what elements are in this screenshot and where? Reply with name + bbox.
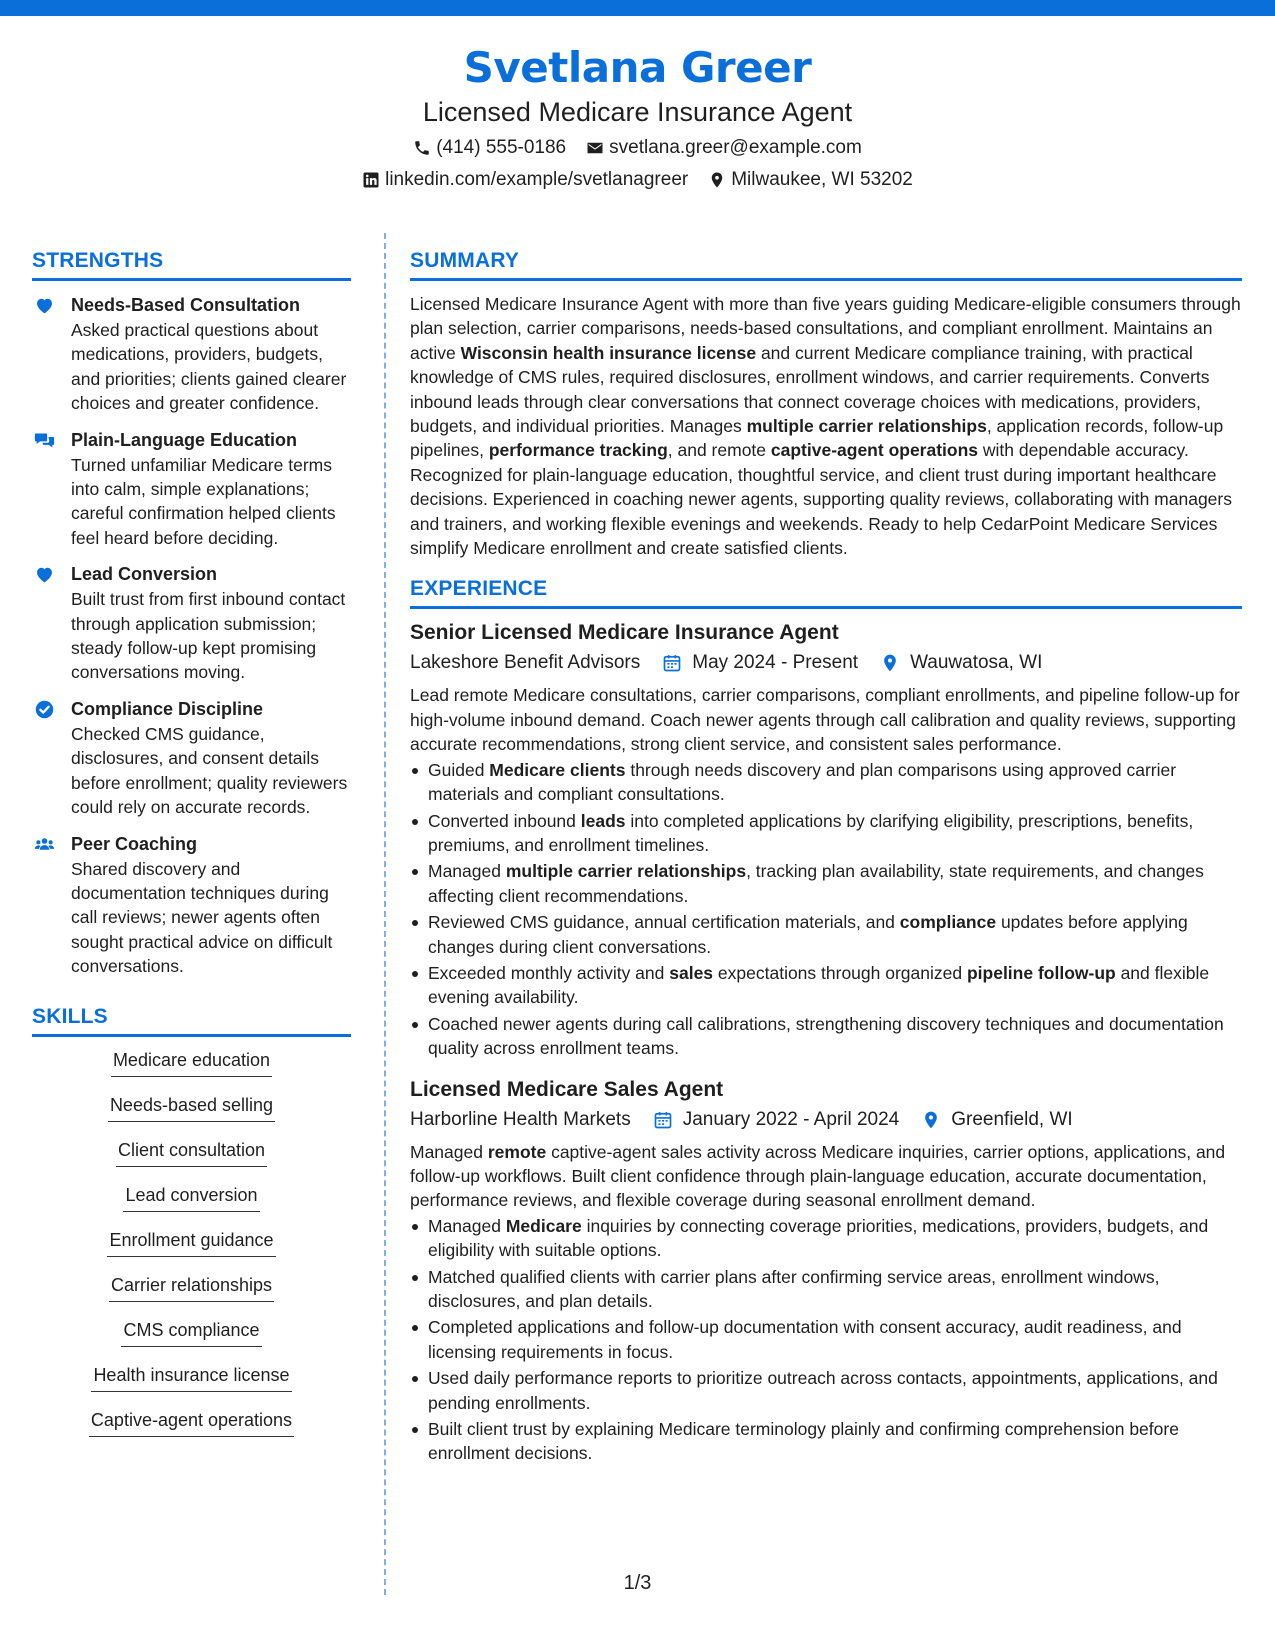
summary-heading: SUMMARY [410, 247, 1242, 281]
job-description: Lead remote Medicare consultations, carrier comparisons, compliant enrollments, and pipeline follow-up for high-volume inbound demand. Coach newer agents through call calibration and quality reviews, supporting accurate recommendations, strong client service, and consistent sales performance. [410, 685, 1240, 755]
linkedin-icon [362, 171, 380, 189]
phone-icon [413, 139, 431, 157]
bullet-item: Managed multiple carrier relationships, tracking plan availability, state requirements, and changes affecting client recommendations. [410, 859, 1242, 908]
job-location: Greenfield, WI [951, 1108, 1073, 1130]
contact-row-2 [0, 168, 1275, 192]
bullet-item: Converted inbound leads into completed applications by clarifying eligibility, prescriptions, benefits, premiums, and enrollment timelines. [410, 809, 1242, 858]
bullet-item: Matched qualified clients with carrier plans after confirming service areas, enrollment windows, disclosures, and plan details. [410, 1265, 1242, 1314]
map-pin-icon [708, 171, 726, 189]
strength-title: Lead Conversion [71, 564, 218, 585]
heart-icon [34, 564, 55, 585]
strength-item [32, 562, 351, 685]
strength-desc: Turned unfamiliar Medicare terms into calm, simple explanations; careful confirmation helped clients feel heard before deciding. [71, 454, 336, 548]
skill-label: Medicare education [111, 1048, 272, 1077]
strength-title: Peer Coaching [71, 833, 198, 854]
strength-item [32, 697, 351, 820]
skill-label: Needs-based selling [108, 1093, 275, 1122]
summary-part: with dependable accuracy. Recognized for plain-language education, thoughtful service, and client trust during important healthcare decisions. Experienced in coaching newer agents, supporting quality reviews, collaborating with managers and trainers, and working flexible evenings and weekends. Ready to help CedarPoint Medicare Services simplify Medicare enrollment and create satisfied clients. [410, 440, 1232, 559]
bullet-item: Built client trust by explaining Medicare terminology plainly and confirming comprehension before enrollment decisions. [410, 1417, 1242, 1466]
linkedin-item[interactable] [362, 168, 688, 192]
left-column [32, 247, 351, 1453]
strengths-heading: STRENGTHS [32, 247, 351, 281]
strength-item [32, 293, 351, 416]
phone-text: (414) 555-0186 [436, 137, 567, 158]
strength-title: Needs-Based Consultation [71, 295, 301, 315]
skill-item [32, 1318, 351, 1363]
resume-header [0, 40, 1275, 192]
job-meta [410, 650, 1242, 676]
email-item[interactable] [586, 136, 862, 160]
experience-heading: EXPERIENCE [410, 575, 1242, 609]
summary-text [410, 292, 1242, 560]
right-column [410, 247, 1242, 1468]
job-dates: January 2022 - April 2024 [682, 1108, 900, 1130]
job-dates: May 2024 - Present [692, 652, 859, 674]
location-item [708, 168, 913, 192]
bullet-item: Coached newer agents during call calibrations, strengthening discovery techniques and documentation quality across enrollment teams. [410, 1012, 1242, 1061]
strength-title: Compliance Discipline [71, 698, 264, 719]
summary-part: , and remote [667, 440, 771, 461]
skill-item [32, 1183, 351, 1228]
skill-label: Enrollment guidance [107, 1228, 275, 1257]
column-divider [384, 233, 386, 1595]
skill-label: Lead conversion [123, 1183, 259, 1212]
contact-row-1 [0, 136, 1275, 160]
strength-desc: Shared discovery and documentation techniques during call reviews; newer agents often sought practical advice on difficult conversations. [71, 858, 333, 977]
email-text: svetlana.greer@example.com [609, 137, 862, 158]
skill-label: Client consultation [116, 1138, 267, 1167]
strength-item [32, 832, 351, 979]
skills-heading: SKILLS [32, 1003, 351, 1037]
heart-icon [34, 295, 55, 316]
phone-item [413, 136, 566, 160]
strength-desc: Asked practical questions about medications, providers, budgets, and priorities; clients gained clearer choices and greater confidence. [71, 320, 347, 414]
skill-label: CMS compliance [121, 1318, 261, 1347]
bullet-item: Completed applications and follow-up documentation with consent accuracy, audit readiness, and licensing requirements in focus. [410, 1315, 1242, 1364]
skill-label: Health insurance license [91, 1363, 291, 1392]
users-icon [34, 834, 55, 855]
skill-item [32, 1228, 351, 1273]
skill-item [32, 1093, 351, 1138]
location-text: Milwaukee, WI 53202 [731, 169, 913, 190]
summary-emphasis: Wisconsin health insurance license [460, 342, 757, 363]
strength-desc: Built trust from first inbound contact through application submission; steady follow-up kept promising conversations moving. [71, 589, 346, 683]
page-number: 1/3 [623, 1572, 652, 1594]
job-description: Managed remote captive-agent sales activity across Medicare inquiries, carrier options, applications, and follow-up workflows. Built client confidence through plain-language education, accurate documentation, performance reviews, and flexible coverage during seasonal enrollment demand. [410, 1141, 1226, 1211]
map-pin-icon [921, 1110, 941, 1130]
map-pin-icon [880, 653, 900, 673]
summary-emphasis: performance tracking [488, 440, 668, 461]
summary-emphasis: captive-agent operations [770, 440, 979, 461]
check-badge-icon [34, 699, 55, 720]
summary-part: and current Medicare compliance training, with practical knowledge of CMS rules, required disclosures, enrollment windows, and carrier requirements. Converts inbound leads through clear conversations that connect coverage choices with medications, providers, budgets, and individual priorities. Manages [410, 342, 1210, 437]
job-location: Wauwatosa, WI [910, 652, 1043, 674]
job-title: Licensed Medicare Sales Agent [410, 1077, 724, 1101]
strength-title: Plain-Language Education [71, 429, 298, 450]
candidate-name: Svetlana Greer [463, 43, 812, 92]
job-company: Harborline Health Markets [410, 1108, 631, 1130]
job-bullets [410, 1214, 1242, 1466]
linkedin-text: linkedin.com/example/svetlanagreer [385, 169, 689, 190]
skill-item [32, 1138, 351, 1183]
skill-item [32, 1363, 351, 1408]
calendar-icon [653, 1110, 673, 1130]
envelope-icon [586, 139, 604, 157]
chat-bubbles-icon [34, 430, 55, 451]
skill-label: Carrier relationships [109, 1273, 274, 1302]
strength-desc: Checked CMS guidance, disclosures, and consent details before enrollment; quality reviewers could rely on accurate records. [71, 723, 348, 818]
top-accent-bar [0, 0, 1275, 16]
skill-label: Captive-agent operations [89, 1408, 294, 1437]
job-title: Senior Licensed Medicare Insurance Agent [410, 621, 839, 645]
bullet-item: Managed Medicare inquiries by connecting coverage priorities, medications, providers, budgets, and eligibility with suitable options. [410, 1214, 1242, 1263]
bullet-item: Guided Medicare clients through needs discovery and plan comparisons using approved carrier materials and compliant consultations. [410, 758, 1242, 807]
summary-part: Licensed Medicare Insurance Agent with more than five years guiding Medicare-eligible consumers through plan selection, carrier comparisons, needs-based consultations, and compliant enrollment. Maintains an active [410, 294, 1241, 363]
skill-item [32, 1408, 351, 1453]
skill-item [32, 1048, 351, 1093]
bullet-item: Reviewed CMS guidance, annual certification materials, and compliance updates before applying changes during client conversations. [410, 910, 1242, 959]
strength-item [32, 428, 351, 551]
bullet-item: Exceeded monthly activity and sales expectations through organized pipeline follow-up and flexible evening availability. [410, 961, 1242, 1010]
job-meta [410, 1107, 1242, 1133]
job-entry [410, 619, 1242, 1060]
bullet-item: Used daily performance reports to prioritize outreach across contacts, appointments, applications, and pending enrollments. [410, 1366, 1242, 1415]
candidate-title: Licensed Medicare Insurance Agent [422, 97, 853, 127]
skills-list [32, 1048, 351, 1453]
summary-emphasis: multiple carrier relationships [746, 416, 987, 437]
calendar-icon [662, 653, 682, 673]
job-entry [410, 1076, 1242, 1466]
summary-part: , application records, follow-up pipelines, [410, 416, 1224, 461]
skill-item [32, 1273, 351, 1318]
job-bullets [410, 758, 1242, 1061]
job-company: Lakeshore Benefit Advisors [410, 652, 641, 674]
